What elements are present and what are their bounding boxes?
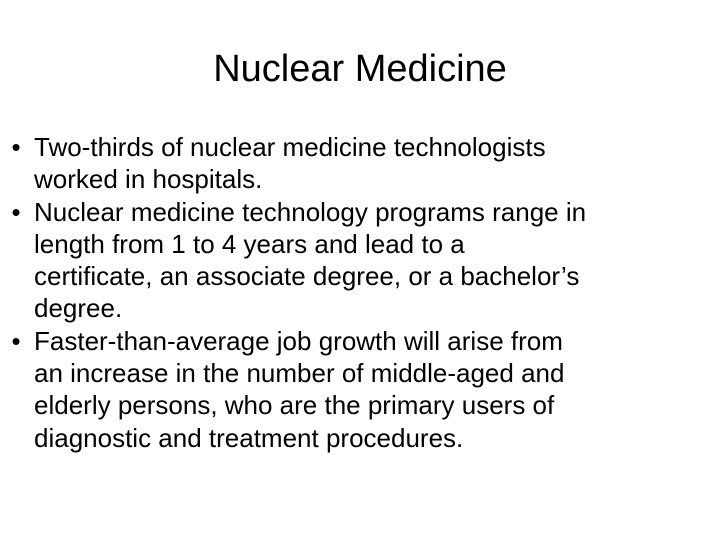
bullet-line: Faster-than-average job growth will arise from	[34, 325, 563, 356]
bullet-icon: •	[11, 132, 21, 162]
bullet-item	[0, 131, 720, 196]
bullet-line: worked in hospitals.	[34, 164, 263, 195]
bullet-line: elderly persons, who are the primary users of	[34, 390, 555, 421]
bullet-item	[0, 325, 720, 454]
bullet-line: Two-thirds of nuclear medicine technologists	[34, 132, 546, 162]
bullet-line: diagnostic and treatment procedures.	[34, 422, 464, 453]
bullet-line: Nuclear medicine technology programs range in	[34, 196, 587, 227]
bullet-list	[0, 131, 720, 454]
bullet-item	[0, 196, 720, 325]
bullet-line: certificate, an associate degree, or a bachelor’s	[34, 261, 580, 292]
bullet-line: length from 1 to 4 years and lead to a	[34, 228, 465, 259]
bullet-line: an increase in the number of middle-aged and	[34, 358, 565, 389]
slide-title: Nuclear Medicine	[213, 48, 507, 90]
bullet-icon: •	[11, 325, 21, 356]
bullet-icon: •	[11, 196, 21, 227]
bullet-line: degree.	[34, 293, 123, 324]
